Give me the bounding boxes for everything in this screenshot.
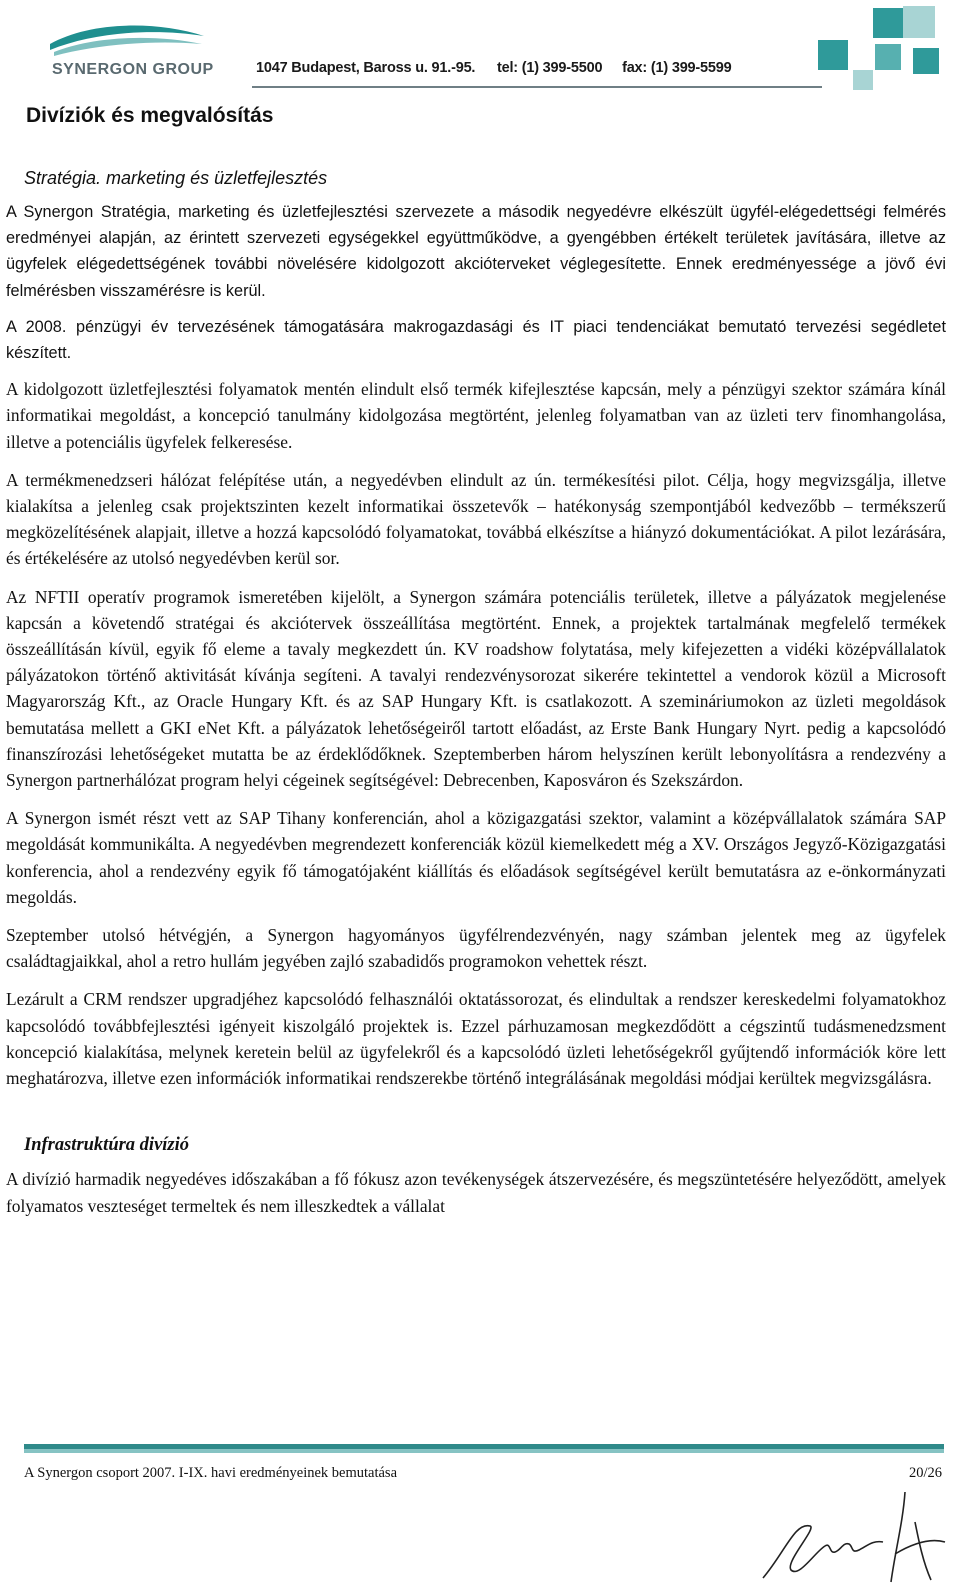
footer-title: A Synergon csoport 2007. I-IX. havi eredményeinek bemutatása: [24, 1465, 398, 1481]
paragraph: A divízió harmadik negyedéves időszakában a fő fókusz azon tevékenységek átszervezésére, és megszüntetésére helyeződött, amelyek folyamatos veszteséget termeltek és nem illeszkedtek a vállalat: [6, 1169, 946, 1216]
paragraph: A Synergon ismét részt vett az SAP Tihany konferencián, ahol a közigazgatási szektor, valamint a középvállalatok számára SAP megoldását kommunikálta. A negyedévben megrendezett konferenciák közül kiemelkedett még a XV. Országos Jegyző-Közigazgatási konferencia, ahol a rendezvény egyik fő támogatójaként kiállítás és előadások segítségével került bemutatásra az e-önkormányzati megoldás.: [6, 808, 946, 907]
signature-image: [755, 1482, 955, 1588]
paragraph: Lezárult a CRM rendszer upgradjéhez kapcsolódó felhasználói oktatássorozat, és elindultak a rendszer kereskedelmi folyamatokhoz kapcsolódó továbbfejlesztési igényeit kiszolgáló projektek is. Ezzel párhuzamosan megkezdődött a cégszintű tudásmenedzsment koncepció kialakítása, melynek keretein belül az ügyfelekről és a kapcsolódó üzleti lehetőségekről gyűjtendő információk köre lett meghatározva, illetve ezen információk informatikai rendszerekbe történő integrálásának megoldási módjai kerültek megvizsgálásra.: [6, 989, 946, 1089]
synergon-logo: [44, 14, 214, 84]
header-fax: fax: (1) 399-5599: [622, 60, 732, 76]
header-address: 1047 Budapest, Baross u. 91.-95.: [256, 60, 476, 76]
paragraph: Szeptember utolsó hétvégjén, a Synergon hagyományos ügyfélrendezvényén, nagy számban jelentek meg az ügyfelek családtagjaikkal, ahol a retro hullám jegyében zajló szabadidős programokon vehettek részt.: [6, 925, 946, 972]
footer-divider: [24, 1444, 944, 1453]
paragraph: A 2008. pénzügyi év tervezésének támogatására makrogazdasági és IT piaci tendenciákat bemutató tervezési segédletet készített.: [6, 317, 946, 363]
strategy-heading: Stratégia. marketing és üzletfejlesztés: [24, 168, 328, 188]
paragraph: A termékmenedzseri hálózat felépítése után, a negyedévben elindult az ún. termékesítési pilot. Célja, hogy megvizsgálja, illetve kialakítsa a jelenleg csak projektszinten kezelt informatikai összetevők – hatékonyság szempontjából kedvezőbb – termékszerű megközelítésének alapjait, illetve a hozzá kapcsolódó folyamatokat, továbbá elkészítse a hiányzó dokumentációkat. A pilot lezárására, és értékelésére az utolsó negyedévben kerül sor.: [6, 469, 946, 569]
page-number: 20/26: [908, 1465, 942, 1481]
paragraph: A Synergon Stratégia, marketing és üzletfejlesztési szervezete a második negyedévre elkészült ügyfél-elégedettségi felmérés eredményei alapján, az érintett szervezeti egységekkel együttműködve, a gyengébben értékelt területek javítására, illetve az ügyfelek elégedettségének további növelésére kidolgozott akcióterveket véglegesítette. Ennek eredményessége a jövő évi felmérésben visszamérésre is kerül.: [6, 203, 946, 300]
paragraph: A kidolgozott üzletfejlesztési folyamatok mentén elindult első termék kifejlesztése kapcsán, mely a pénzügyi szektor számára kínál informatikai megoldást, a koncepció tanulmány kidolgozása megtörtént, jelenleg folyamatban van az üzleti terv finomhangolása, illetve a potenciális ügyfelek felkeresése.: [6, 379, 946, 452]
page-header: [0, 0, 960, 100]
header-divider: [252, 86, 822, 88]
document-body: [6, 96, 946, 1219]
logo-text: SYNERGON GROUP: [52, 61, 214, 78]
header-contact: [256, 60, 732, 76]
decorative-squares: [815, 0, 960, 95]
paragraph: Az NFTII operatív programok ismeretében kijelölt, a Synergon számára potenciális területek, illetve a pályázatok megjelenése kapcsán a követendő stratégai és akciótervek összeállítása megtörtént. Ennek, a projektek tartalmának megfelelő termékek összeállításán kívül, egyik fő eleme a tavaly megkezdett ún. KV roadshow folytatása, mely kifejezetten a vidéki középvállalatok pályázatokon történő aktivitását kívánja segíteni. A tavalyi rendezvénysorozat sikerére tekintettel a vendorok közül a Microsoft Magyarország Kft., az Oracle Hungary Kft. és az SAP Hungary Kft. is csatlakozott. A szemináriumokon az üzleti megoldások bemutatása mellett a GKI eNet Kft. a pályázatok lehetőségeiről tartott előadást, az Erste Bank Hungary Nyrt. pedig a kapcsolódó finanszírozási lehetőségeket mutatta be az érdeklődőknek. Szeptemberben három helyszínen került lebonyolításra a rendezvény a Synergon partnerhálózat program helyi cégeinek segítségével: Debrecenben, Kaposváron és Szekszárdon.: [6, 586, 946, 791]
infra-heading: Infrastruktúra divízió: [24, 1135, 190, 1156]
section-title: Divíziók és megvalósítás: [26, 104, 274, 127]
header-tel: tel: (1) 399-5500: [496, 60, 603, 76]
